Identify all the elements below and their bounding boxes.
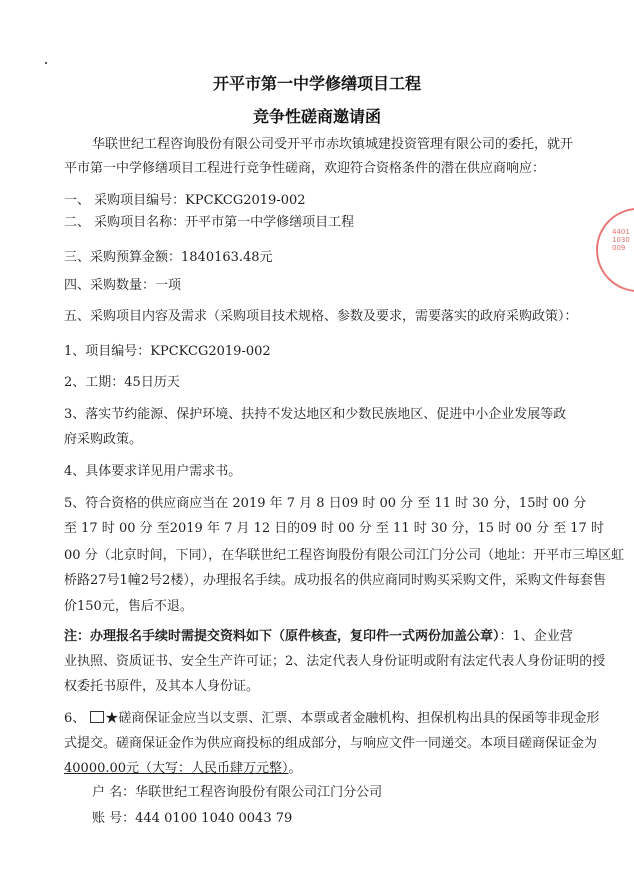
note-line-1-rest: ：1、企业营 xyxy=(499,629,573,644)
account-number-value: 444 0100 1040 0043 79 xyxy=(135,811,293,826)
registration-line-1: 5、符合资格的供应商应当在 2019 年 7 月 8 日09 时 00 分 至 11 时 30 分，15时 00 分 xyxy=(64,496,587,511)
item-project-name: 二、 采购项目名称：开平市第一中学修缮项目工程 xyxy=(64,215,355,230)
sub-requirements: 4、具体要求详见用户需求书。 xyxy=(64,464,242,479)
registration-line-3: 00 分（北京时间，下同），在华联世纪工程咨询股份有限公司江门分公司（地址：开平市三埠区虹 xyxy=(64,548,625,563)
registration-line-4: 桥路27号1幢2号2楼），办理报名手续。成功报名的供应商同时购买采购文件，采购文件每套售 xyxy=(64,573,606,588)
sub-duration: 2、工期：45日历天 xyxy=(64,375,180,390)
note-line-1 xyxy=(64,628,573,646)
intro-line-1: 华联世纪工程咨询股份有限公司受开平市赤坎镇城建投资管理有限公司的委托，就开 xyxy=(92,137,574,152)
item-content: 五、采购项目内容及需求（采购项目技术规格、参数及要求，需要落实的政府采购政策）： xyxy=(64,309,578,324)
registration-line-2: 至 17 时 00 分 至2019 年 7 月 12 日的09 时 00 分 至 11 时 30 分，15 时 00 分 至 17 时 xyxy=(64,521,604,536)
item-quantity: 四、采购数量：一项 xyxy=(64,278,182,293)
note-line-3: 权委托书原件，及其本人身份证。 xyxy=(64,679,260,694)
item-budget: 三、采购预算金额：1840163.48元 xyxy=(64,250,273,265)
account-name-value: 华联世纪工程咨询股份有限公司江门分公司 xyxy=(135,785,383,800)
deposit-prefix: 6、 xyxy=(64,711,86,726)
deposit-amount: 40000.00元（大写：人民币肆万元整） xyxy=(64,761,289,776)
sub-policy-line-2: 府采购政策。 xyxy=(64,432,143,447)
document-subtitle: 竞争性磋商邀请函 xyxy=(252,107,381,126)
checkbox-icon xyxy=(90,711,104,723)
scan-speck xyxy=(45,62,47,64)
deposit-line-2: 式提交。磋商保证金作为供应商投标的组成部分，与响应文件一同递交。本项目磋商保证金为 xyxy=(64,736,598,751)
account-name-label: 户 名： xyxy=(92,785,136,800)
sub-policy-line-1: 3、落实节约能源、保护环境、扶持不发达地区和少数民族地区、促进中小企业发展等政 xyxy=(64,407,567,422)
deposit-end: 。 xyxy=(288,761,302,776)
deposit-line-1 xyxy=(64,710,599,728)
deposit-line-1-text: ★磋商保证金应当以支票、汇票、本票或者金融机构、担保机构出具的保函等非现金形 xyxy=(105,711,600,726)
registration-line-5: 价150元，售后不退。 xyxy=(64,599,193,614)
intro-line-2: 平市第一中学修缮项目工程进行竞争性磋商，欢迎符合资格条件的潜在供应商响应： xyxy=(64,161,546,176)
sub-project-number: 1、项目编号：KPCKCG2019-002 xyxy=(64,344,271,359)
account-number-row xyxy=(92,810,292,828)
note-lead: 注：办理报名手续时需提交资料如下（原件核查，复印件一式两份加盖公章） xyxy=(64,629,500,644)
account-name-row xyxy=(92,784,382,802)
document-title: 开平市第一中学修缮项目工程 xyxy=(212,74,421,93)
account-number-label: 账 号： xyxy=(92,811,136,826)
item-project-number: 一、 采购项目编号：KPCKCG2019-002 xyxy=(64,193,306,208)
deposit-line-3 xyxy=(64,760,302,778)
seal-text: 44011030009 xyxy=(612,228,630,252)
note-line-2: 业执照、资质证书、安全生产许可证；2、法定代表人身份证明或附有法定代表人身份证明的授 xyxy=(64,654,606,669)
